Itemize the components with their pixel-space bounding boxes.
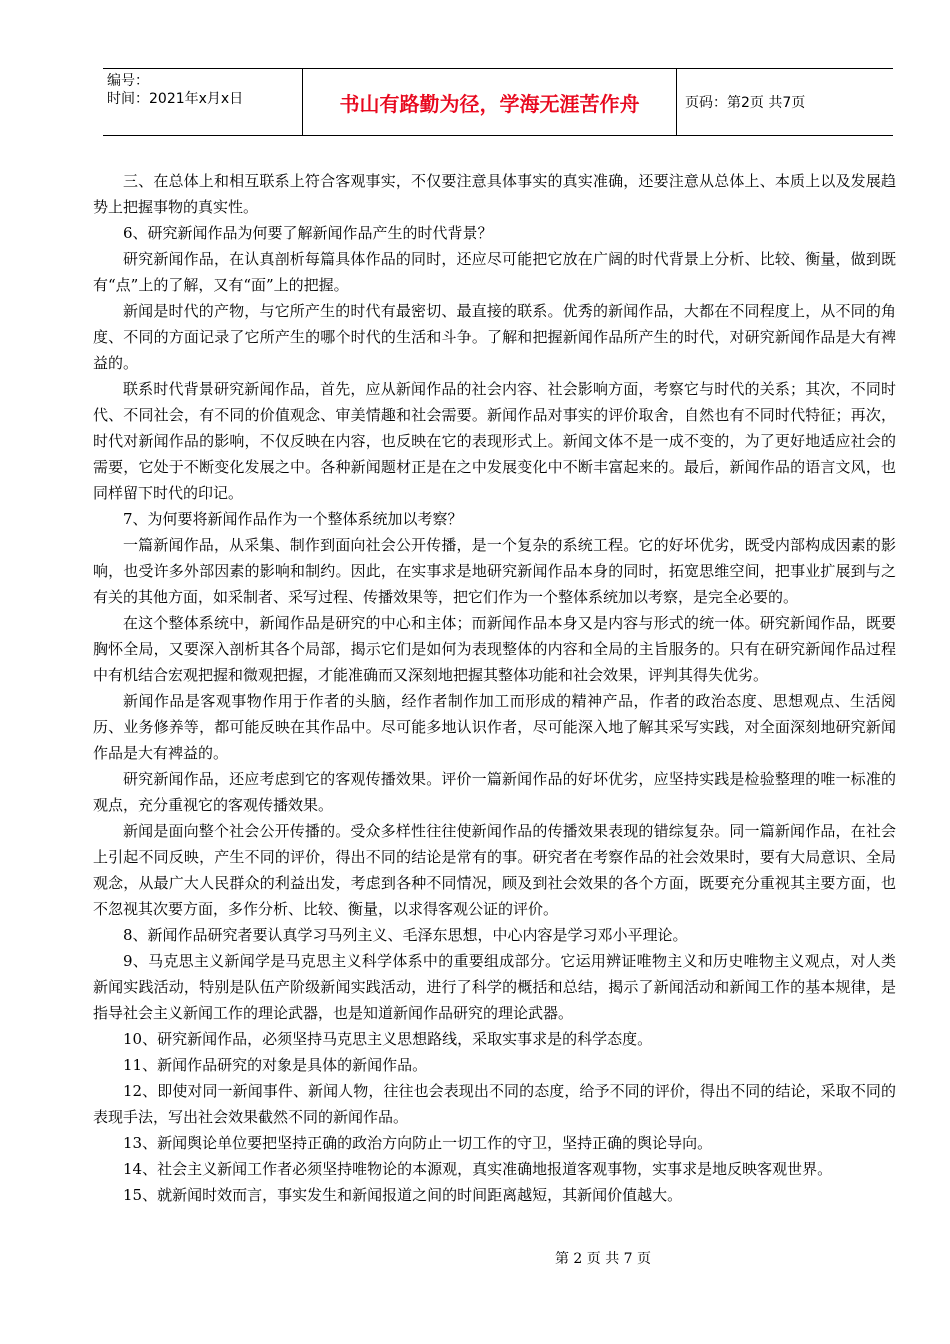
paragraph: 13、新闻舆论单位要把坚持正确的政治方向防止一切工作的守卫，坚持正确的舆论导向。 <box>123 1134 713 1152</box>
paragraph: 14、社会主义新闻工作者必须坚持唯物论的本源观，真实准确地报道客观事物，实事求是地反映客观世界。 <box>123 1160 833 1178</box>
paragraph: 11、新闻作品研究的对象是具体的新闻作品。 <box>123 1056 428 1074</box>
header-motto: 书山有路勤为径，学海无涯苦作舟 <box>303 69 677 135</box>
paragraph: 6、研究新闻作品为何要了解新闻作品产生的时代背景？ <box>123 224 493 242</box>
document-body <box>93 168 896 1208</box>
paragraph: 新闻作品是客观事物作用于作者的头脑，经作者制作加工而形成的精神产品，作者的政治态度、思想观点、生活阅历、业务修养等，都可能反映在其作品中。尽可能多地认识作者，尽可能深入地了解其采写实践，对全面深刻地研究新闻作品是大有裨益的。 <box>93 692 896 762</box>
paragraph: 新闻是面向整个社会公开传播的。受众多样性往往使新闻作品的传播效果表现的错综复杂。同一篇新闻作品，在社会上引起不同反映，产生不同的评价，得出不同的结论是常有的事。研究者在考察作品的社会效果时，要有大局意识、全局观念，从最广大人民群众的利益出发，考虑到各种不同情况，顾及到社会效果的各个方面，既要充分重视其主要方面，也不忽视其次要方面，多作分析、比较、衡量，以求得客观公证的评价。 <box>93 822 896 918</box>
paragraph: 15、就新闻时效而言，事实发生和新闻报道之间的时间距离越短，其新闻价值越大。 <box>123 1186 683 1204</box>
id-label: 编号： <box>107 73 149 89</box>
paragraph: 新闻是时代的产物，与它所产生的时代有最密切、最直接的联系。优秀的新闻作品，大都在不同程度上，从不同的角度、不同的方面记录了它所产生的哪个时代的生活和斗争。了解和把握新闻作品所产生的时代，对研究新闻作品是大有裨益的。 <box>93 302 896 372</box>
paragraph: 三、在总体上和相互联系上符合客观事实，不仅要注意具体事实的真实准确，还要注意从总体上、本质上以及发展趋势上把握事物的真实性。 <box>93 172 896 216</box>
paragraph: 9、马克思主义新闻学是马克思主义科学体系中的重要组成部分。它运用辨证唯物主义和历史唯物主义观点，对人类新闻实践活动，特别是队伍产阶级新闻实践活动，进行了科学的概括和总结，揭示了新闻活动和新闻工作的基本规律，是指导社会主义新闻工作的理论武器，也是知道新闻作品研究的理论武器。 <box>93 952 896 1022</box>
paragraph: 12、即使对同一新闻事件、新闻人物，往往也会表现出不同的态度，给予不同的评价，得出不同的结论，采取不同的表现手法，写出社会效果截然不同的新闻作品。 <box>93 1082 896 1126</box>
paragraph: 10、研究新闻作品，必须坚持马克思主义思想路线，采取实事求是的科学态度。 <box>123 1030 653 1048</box>
header-page-label: 页码：第2页 共7页 <box>685 95 806 111</box>
time-label: 时间：2021年x月x日 <box>107 91 244 107</box>
paragraph: 在这个整体系统中，新闻作品是研究的中心和主体；而新闻作品本身又是内容与形式的统一体。研究新闻作品，既要胸怀全局，又要深入剖析其各个局部，揭示它们是如何为表现整体的内容和全局的主旨服务的。只有在研究新闻作品过程中有机结合宏观把握和微观把握，才能准确而又深刻地把握其整体功能和社会效果，评判其得失优劣。 <box>93 614 896 684</box>
page-footer: 第 2 页 共 7 页 <box>554 1251 652 1267</box>
paragraph: 8、新闻作品研究者要认真学习马列主义、毛泽东思想，中心内容是学习邓小平理论。 <box>123 926 688 944</box>
paragraph: 研究新闻作品，还应考虑到它的客观传播效果。评价一篇新闻作品的好坏优劣，应坚持实践是检验整理的唯一标准的观点，充分重视它的客观传播效果。 <box>93 770 896 814</box>
document-header <box>103 68 893 136</box>
paragraph: 研究新闻作品，在认真剖析每篇具体作品的同时，还应尽可能把它放在广阔的时代背景上分析、比较、衡量，做到既有“点”上的了解，又有“面”上的把握。 <box>93 250 896 294</box>
paragraph: 联系时代背景研究新闻作品，首先，应从新闻作品的社会内容、社会影响方面，考察它与时代的关系；其次，不同时代、不同社会，有不同的价值观念、审美情趣和社会需要。新闻作品对事实的评价取舍，自然也有不同时代特征；再次，时代对新闻作品的影响，不仅反映在内容，也反映在它的表现形式上。新闻文体不是一成不变的，为了更好地适应社会的需要，它处于不断变化发展之中。各种新闻题材正是在之中发展变化中不断丰富起来的。最后，新闻作品的语言文风，也同样留下时代的印记。 <box>93 380 896 502</box>
header-meta <box>103 69 303 135</box>
paragraph: 一篇新闻作品，从采集、制作到面向社会公开传播，是一个复杂的系统工程。它的好坏优劣，既受内部构成因素的影响，也受许多外部因素的影响和制约。因此，在实事求是地研究新闻作品本身的同时，拓宽思维空间，把事业扩展到与之有关的其他方面，如采制者、采写过程、传播效果等，把它们作为一个整体系统加以考察，是完全必要的。 <box>93 536 896 606</box>
paragraph: 7、为何要将新闻作品作为一个整体系统加以考察？ <box>123 510 463 528</box>
